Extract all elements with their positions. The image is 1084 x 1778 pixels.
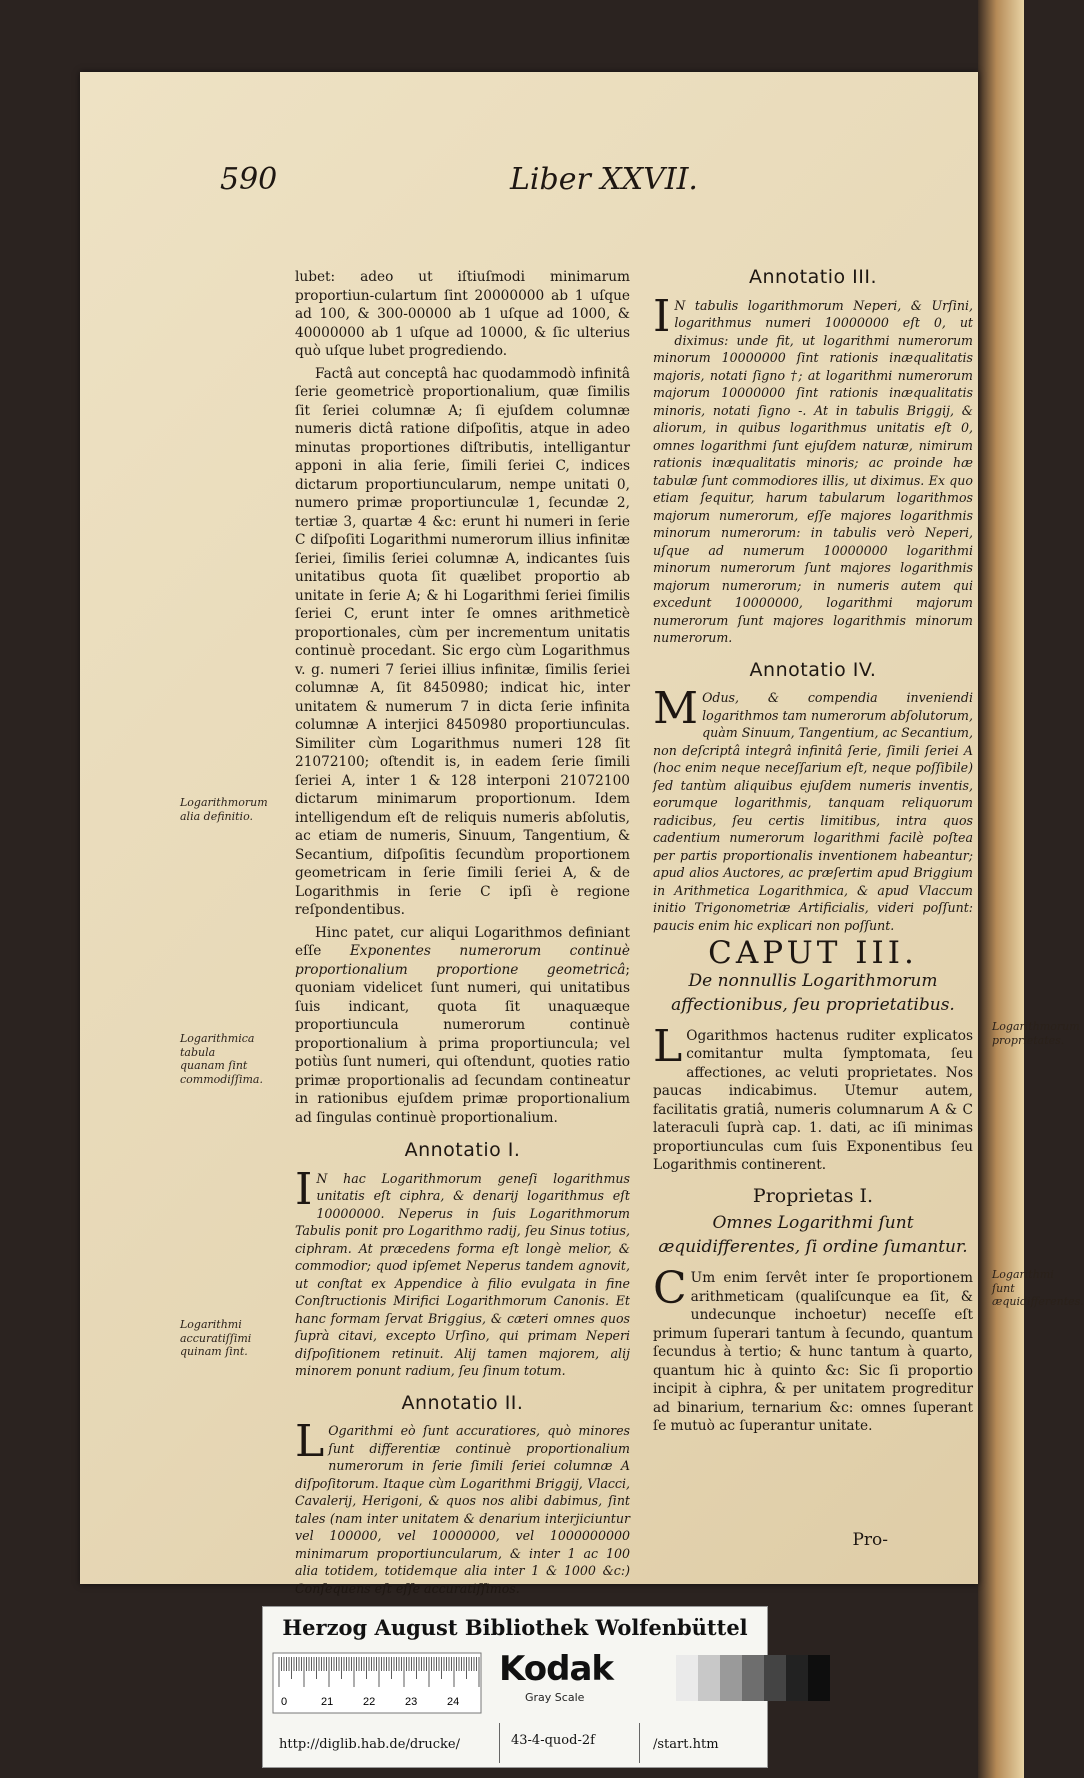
drop-cap: M	[653, 683, 699, 734]
drop-cap: L	[295, 1416, 325, 1467]
property-heading: Proprietas I.	[752, 1184, 874, 1207]
annotation-2-heading: Annotatio II.	[401, 1391, 524, 1414]
chapter-heading: CAPUT III.	[708, 935, 918, 971]
ruler-label: 24	[447, 1696, 460, 1708]
shelfmark: 43-4-quod-2f	[511, 1733, 595, 1748]
divider	[499, 1723, 500, 1763]
right-column	[653, 268, 973, 1440]
gray-scale-patches	[676, 1655, 830, 1701]
property-text	[653, 1263, 973, 1436]
drop-cap: L	[653, 1020, 683, 1072]
gray-patch	[742, 1655, 764, 1701]
gray-patch	[764, 1655, 786, 1701]
divider	[639, 1723, 640, 1763]
document-page	[80, 72, 1084, 1596]
gray-patch	[676, 1655, 698, 1701]
kodak-logo: Kodak	[499, 1649, 613, 1689]
annotation-1-text	[295, 1163, 630, 1380]
gray-patch	[698, 1655, 720, 1701]
kodak-subtitle: Gray Scale	[525, 1691, 585, 1704]
drop-cap: I	[653, 290, 671, 342]
ruler-label: 23	[405, 1696, 418, 1708]
margin-note-proprietates: Logarithmorum proprietates.	[992, 1020, 1080, 1047]
start-link: /start.htm	[653, 1737, 719, 1752]
paragraph-2: Factâ aut conceptâ hac quodammodò infinitâ ſerie geometricè proportionalium, quæ ſimilis ſit ſeriei columnæ A; ſi ejuſdem columnæ numeris dictâ ratione diſpoſitis, atque in adeo minutas proportiones diſtributis, intelligantur apponi in alia ſerie, ſimili ſeriei C, indices dictarum proportiuncularum, nempe unitati 0, numero primæ proportiunculæ 1, ſecundæ 2, tertiæ 3, quartæ 4 &c: erunt hi numeri in ſerie C diſpoſiti Logarithmi numerorum illius infinitæ ſeriei, ſimilis ſeriei columnæ A, indicantes ſuis unitatibus quota ſit quælibet proportio ab unitate in ſerie A; & hi Logarithmi ſeriei ſimilis ſeriei C, erunt inter ſe omnes arithmeticè proportionales, cùm per incrementum unitatis continuè procedant. Sic ergo cùm Logarithmus v. g. numeri 7 ſeriei illius infinitæ, ſimilis ſeriei columnæ A, ſit 8450980; indicat hic, inter unitatem & numerum 7 in dicta ſerie infinita columnæ A interjici 8450980 proportiunculas. Similiter cùm Logarithmus numeri 128 ſit 21072100; oſtendit is, in eadem ſerie ſimili ſeriei A, inter 1 & 128 interponi 21072100 dictarum minimarum proportionum. Idem intelligendum eſt de reliquis numeris abſolutis, ac etiam de numeris, Sinuum, Tangentium, & Secantium, diſpoſitis ſecundùm proportionem geometricam in ſerie ſimili ſeriei A, & de Logarithmis in ſerie C ipſi è regione reſpondentibus.	[295, 365, 630, 918]
margin-note-definitio: Logarithmorum alia definitio.	[180, 796, 268, 823]
gray-patch	[720, 1655, 742, 1701]
annotation-4-heading: Annotatio IV.	[749, 658, 877, 681]
paragraph-1: lubet: adeo ut iſtiuſmodi minimarum proportiun-culartum ſint 20000000 ab 1 uſque ad 100, & 300-00000 ab 1 uſque ad 1000, & 40000000 ab 1 uſque ad 10000, & ſic ulterius quò uſque lubet progrediendo.	[295, 269, 630, 359]
paragraph-3-italic: Exponentes numerorum continuè proportionalium proportione geometricâ	[295, 943, 630, 978]
ruler-label: 21	[321, 1696, 334, 1708]
annotation-2-body: Ogarithmi eò ſunt accuratiores, quò minores ſunt differentiæ continuè proportionalium numerorum in ſerie ſimili ſeriei columnæ A diſpoſitorum. Itaque cùm Logarithmi Briggij, Vlacci, Cavalerij, Herigoni, & quos nos alibi dabimus, ſint tales (nam inter unitatem & denarium interjiciuntur vel 100000, vel 10000000, vel 1000000000 minimarum proportiuncularum, & inter 1 ac 100 alia totidem, totidemque alia inter 1 & 1000 &c:) Conſequens eſt eſſe accuratiſſimos.	[295, 1423, 630, 1596]
annotation-3-heading: Annotatio III.	[748, 266, 878, 288]
page-number: 590	[220, 162, 278, 197]
property-subtitle: Omnes Logarithmi ſunt æquidifferentes, ſi ordine ſumantur.	[658, 1213, 968, 1257]
drop-cap: C	[653, 1263, 687, 1314]
paragraph-3-start: Hinc patet, cur aliqui Logarithmos definiant eſſe	[295, 924, 630, 959]
annotation-3-body: N tabulis logarithmorum Neperi, & Urſini, logarithmus numeri 10000000 eſt 0, ut diximus: unde fit, ut logarithmi numerorum minorum 10000000 ſint rationis inæqualitatis majoris, notati ſigno †; at logarithmi numerorum majorum 10000000 ſint rationis inæqualitatis minoris, notati ſigno -. At in tabulis Briggij, & aliorum, in quibus logarithmus unitatis eſt 0, omnes logarithmi ſunt ejuſdem naturæ, nimirum rationis inæqualitatis minoris; ac proinde hæ tabulæ ſunt commodiores illis, ut diximus. Ex quo etiam ſequitur, harum tabularum logarithmos majorum numerorum, eſſe majores logarithmis minorum numerorum: in tabulis verò Neperi, uſque ad numerum 10000000 logarithmi minorum numerorum ſunt majores logarithmis majorum numerorum; in numeris autem qui excedunt 10000000, logarithmi majorum numerorum ſunt majores logarithmis minorum numerorum.	[653, 297, 973, 645]
adjacent-page-edge	[978, 0, 1024, 1778]
scan-color-bar	[262, 1606, 768, 1768]
annotation-1-heading: Annotatio I.	[404, 1139, 521, 1161]
annotation-3-text	[653, 290, 973, 647]
margin-note-aequidifferentes: Logarithmi ſunt æquidifferentes.	[992, 1268, 1084, 1308]
property-body: Um enim ſervêt inter ſe proportionem arithmeticam (qualiſcunque ea ſit, & undecunque inchoetur) neceſſe eſt primum ſuperari tantum à ſecundo, quantum ſecundus à tertio; & hunc tantum à quarto, quantum hic à quinto &c: Sic ſi proportio incipit à ciphra, & per unitatem progreditur ad binarium, ternarium &c: omnes ſuperant ſe mutuò ac ſuperantur unitate.	[653, 1270, 973, 1434]
margin-note-tabulae: Logarithmica tabula quanam ſint commodiſſima.	[180, 1032, 263, 1086]
margin-note-accuratissimi: Logarithmi accuratiſſimi quinam ſint.	[180, 1318, 252, 1358]
running-head	[220, 162, 850, 212]
drop-cap: I	[295, 1163, 313, 1215]
left-column	[295, 268, 630, 1601]
annotation-2-text	[295, 1416, 630, 1597]
paragraph-3	[295, 924, 630, 1128]
library-name: Herzog August Bibliothek Wolfenbüttel	[282, 1615, 748, 1640]
annotation-4-text	[653, 683, 973, 934]
library-url: http://diglib.hab.de/drucke/	[279, 1737, 460, 1752]
chapter-subtitle: De nonnullis Logarithmorum affectionibus, ſeu proprietatibus.	[671, 970, 955, 1015]
chapter-intro	[653, 1020, 973, 1175]
ruler-label: 22	[363, 1696, 376, 1708]
book-title: Liber XXVII.	[510, 162, 698, 197]
scale-ruler	[273, 1653, 481, 1713]
annotation-4-body: Odus, & compendia inveniendi logarithmos tam numerorum abſolutorum, quàm Sinuum, Tangentium, ac Secantium, non deſcriptâ integrâ infinitâ ſerie, ſimili ſeriei A (hoc enim neque neceſſarium eſt, neque poſſibile) ſed tantùm aliquibus ejuſdem numeris inventis, eorumque logarithmis, tanquam reliquorum radicibus, ſeu certis limitibus, intra quos cadentium numerorum logarithmi facilè poſtea per partis proportionalis inventionem habeantur; apud alios Auctores, ac præſertim apud Briggium in Arithmetica Logarithmica, & apud Vlaccum initio Trigonometriæ Artificialis, videri poſſunt: paucis enim hic explicari non poſſunt.	[653, 690, 973, 933]
gray-patch	[786, 1655, 808, 1701]
paragraph-3-end: ; quoniam videlicet ſunt numeri, qui unitatibus ſuis indicant, quota ſit unaquæque proportiuncula numerorum continuè proportionalium à prima proportiuncula; vel potiùs ſunt numeri, qui oſtendunt, quoties ratio primæ proportionalis ad ſecundam contineatur in rationibus ejuſdem primæ proportionalium ad ſingulas continuè proportionalium.	[295, 961, 630, 1126]
chapter-intro-body: Ogarithmos hactenus ruditer explicatos comitantur multa ſymptomata, ſeu affectiones, ac veluti proprietates. Nos paucas indicabimus. Utemur autem, facilitatis gratiâ, numeris columnarum A & C lateraculi ſuprà cap. 1. dati, ac iſi minimas proportiunculas cum ſuis Exponentibus ſeu Logarithmis continerent.	[653, 1027, 973, 1173]
gray-patch	[808, 1655, 830, 1701]
annotation-1-body: N hac Logarithmorum geneſi logarithmus unitatis eſt ciphra, & denarij logarithmus eſt 10000000. Neperus in ſuis Logarithmorum Tabulis ponit pro Logarithmo radij, ſeu Sinus totius, ciphram. At præcedens forma eſt longè melior, & commodior; quod ipſemet Neperus tandem agnovit, ut conſtat ex Appendice à filio evulgata in fine Conſtructionis Mirifici Logarithmorum Canonis. Et hanc formam ſervat Briggius, & cæteri omnes quos ſuprà citavi, excepto Urſino, qui primam Neperi diſpoſitionem retinuit. Alij tamen majorem, alij minorem ponunt radium, ſeu ſinum totum.	[295, 1170, 630, 1378]
catchword: Pro-	[852, 1530, 888, 1550]
ruler-label: 0	[281, 1696, 288, 1708]
